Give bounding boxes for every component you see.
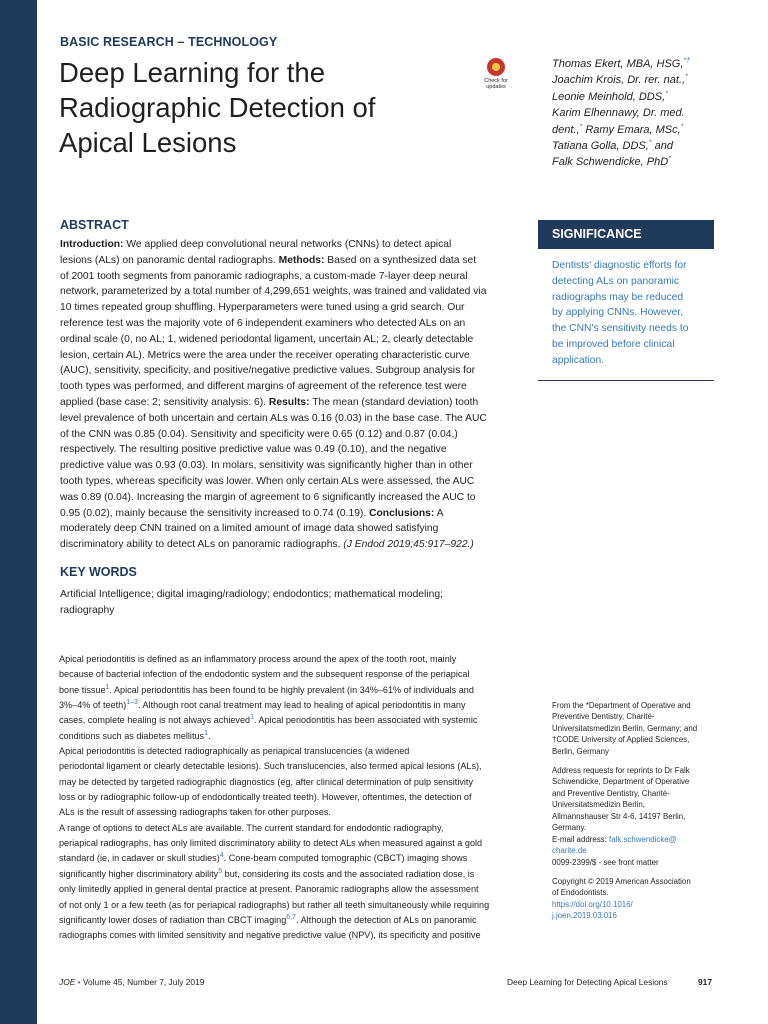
significance-line: detecting ALs on panoramic [552, 275, 680, 287]
journal-abbrev: JOE [59, 977, 76, 987]
badge-caption: Check for updates [484, 78, 508, 90]
page-number: 917 [698, 977, 712, 987]
affiliation-line: †CODE University of Applied Sciences, [552, 735, 690, 745]
crossmark-icon [487, 58, 505, 76]
body-line: A range of options to detect ALs are available. The current standard for endodontic radiography, [59, 822, 444, 833]
title-line: Radiographic Detection of [59, 92, 376, 123]
significance-line: Dentists' diagnostic efforts for [552, 260, 687, 271]
address-line: Schwendicke, Department of Operative [552, 777, 690, 787]
abstract-line: moderately deep CNN trained on a limited amount of image data showed satisfying [60, 523, 439, 535]
significance-line: application. [552, 354, 605, 366]
author-line: Joachim Krois, Dr. rer. nat.,* [552, 73, 688, 87]
abstract-line: (AUC), sensitivity, specificity, and positive/negative predictive values. Subgroup analysis for [60, 365, 476, 377]
author-line: Thomas Ekert, MBA, HSG,*† [552, 57, 691, 70]
body-line: standard (ie, in cadaver or skull studies)$^4$. Cone-beam computed tomographic (CBCT) imaging shows [59, 852, 468, 864]
significance-rule [538, 380, 714, 381]
significance-header-box [538, 220, 714, 249]
abstract-line: was 0.89 (0.04). Increasing the margin of agreement to 6 significantly increased the AUC to [60, 491, 476, 503]
affiliation-line: Universitatsmedizin Berlin, Germany; and [552, 723, 698, 733]
body-line: significantly higher discriminatory ability$^5$ but, considering its costs and the associated radiation dose, is [59, 867, 475, 879]
address-line: Germany. [552, 823, 587, 833]
reprint-address [552, 765, 722, 833]
author-line: Falk Schwendicke, PhD* [552, 155, 671, 169]
body-line: Apical periodontitis is defined as an inflammatory process around the apex of the tooth root, mainly [59, 654, 457, 664]
author-line: Tatiana Golla, DDS,* and [552, 139, 673, 153]
body-line: cases, complete healing is not always achieved$^1$. Apical periodontitis has been associated with systemic [59, 714, 478, 726]
abstract-line: Introduction: We applied deep convolutional neural networks (CNNs) to detect apical [60, 239, 452, 250]
footer-running-title: Deep Learning for Detecting Apical Lesions [507, 977, 668, 987]
author-line: Leonie Meinhold, DDS,* [552, 90, 668, 103]
abstract-line: reference test was the majority vote of 6 independent examiners who detected ALs on an [60, 317, 466, 329]
email-link-cont[interactable]: charite.de [552, 846, 587, 856]
abstract-line: lesions (ALs) on panoramic dental radiographs. Methods: Based on a synthesized data set [60, 254, 477, 266]
email-label: E-mail address: [552, 835, 610, 844]
abstract-line: 10 times repeated group shuffling. Hyperparameters were tuned using a grid search. Our [60, 302, 465, 314]
body-line: loss or by radiographic follow-up of endodontically treated teeth). However, oftentimes, the detection of [59, 792, 472, 803]
title-line: Apical Lesions [59, 127, 237, 158]
abstract-line: discriminatory ability to detect ALs on panoramic radiographs. (J Endod 2019;45:917–922.) [60, 539, 474, 551]
body-line: 3%–4% of teeth)$^{1-3}$. Although root canal treatment may lead to healing of apical periodontitis in many [59, 699, 466, 711]
email-block [552, 834, 722, 857]
body-text [59, 652, 529, 944]
significance-line: by applying CNNs. However, [552, 307, 684, 319]
affiliation-line: Berlin, Germany [552, 746, 610, 756]
article-title [59, 55, 459, 160]
abstract-line: of the CNN was 0.85 (0.04). Sensitivity and specificity were 0.65 (0.12) and 0.87 (0.04,) [60, 428, 458, 440]
body-line: periapical radiographs, has only limited discriminatory ability to detect ALs when measured against a gold [59, 838, 483, 849]
body-line: of not only 1 or a few teeth (as for periapical radiographs) but rather all teeth simultaneously while requiring [59, 899, 490, 910]
address-line: Allmannshauser Str 4-6, 14197 Berlin, [552, 811, 686, 821]
body-line: ALs is the result of assessing radiographs taken for other purposes. [59, 807, 331, 818]
body-line: bone tissue$^1$. Apical periodontitis has been found to be highly prevalent (in 34%–61% of individuals and [59, 683, 474, 695]
keywords-text [60, 587, 520, 619]
significance-line: radiographs may be reduced [552, 291, 684, 303]
title-line: Deep Learning for the [59, 57, 326, 88]
body-line: periodontal ligament or clearly detectable lesions). Such translucencies, also termed apical lesions (ALs), [59, 761, 482, 772]
significance-text [552, 258, 717, 369]
keywords-line: radiography [60, 604, 115, 616]
abstract-line: predictive value was 0.93 (0.03). In molars, sensitivity was significantly higher than in other [60, 460, 473, 472]
footer-journal-info [59, 977, 204, 987]
body-line: because of bacterial infection of the endodontic system and the subsequent response of the periapical [59, 669, 470, 680]
affiliation-note [552, 700, 722, 757]
body-line: Apical periodontitis is detected radiographically as periapical translucencies (a widened [59, 746, 410, 757]
significance-heading: SIGNIFICANCE [552, 227, 642, 241]
significance-line: the CNN's sensitivity needs to [552, 323, 689, 335]
body-line: radiographs comes with limited sensitivity and negative predictive value (NPV), its specificity and positive [59, 930, 481, 941]
abstract-line: of 2001 tooth segments from panoramic radiographs, a custom-made 7-layer deep neural [60, 270, 468, 282]
body-line: may be detected by targeted radiographic diagnostics (eg, after clinical determination of pulp sensitivity [59, 776, 473, 787]
affiliation-line: From the *Department of Operative and [552, 701, 691, 710]
abstract-line: ordinal scale (0, no AL; 1, widened periodontal ligament, uncertain AL; 2, clearly detectable [60, 333, 474, 345]
keywords-line: Artificial Intelligence; digital imaging/radiology; endodontics; mathematical modeling; [60, 589, 443, 600]
abstract-line: respectively. The resulting positive predictive value was 0.49 (0.10), and the negative [60, 444, 447, 456]
abstract-line: 0.95 (0.02), mainly because the sensitivity increased to 0.74 (0.19). Conclusions: A [60, 507, 444, 519]
keywords-heading: KEY WORDS [60, 565, 137, 579]
doi-link[interactable]: https://doi.org/10.1016/ j.joen.2019.03.016 [552, 900, 633, 921]
address-line: Universitatsmedizin Berlin, [552, 800, 645, 810]
journal-spine-bar [0, 0, 37, 1024]
significance-line: be improved before clinical [552, 338, 675, 350]
abstract-line: network, parameterized by a total number of 4,299,651 weights, was trained and validated via [60, 286, 487, 298]
abstract-line: applied (base case: 2; sensitivity analysis: 6). Results: The mean (standard deviation) tooth [60, 396, 479, 408]
body-line: only limitedly applied in general dental practice at present. Panoramic radiographs allow the assessment [59, 884, 479, 895]
author-list [552, 56, 737, 171]
author-line: Karim Elhennawy, Dr. med. [552, 107, 685, 120]
abstract-text [60, 237, 520, 553]
abstract-line: level prevalence of both uncertain and certain ALs was 0.16 (0.03) in the base case. The AUC [60, 412, 487, 424]
section-label: BASIC RESEARCH – TECHNOLOGY [60, 35, 278, 49]
address-line: and Preventive Dentistry, Charité- [552, 788, 670, 798]
footer-bullet: • [77, 977, 81, 987]
author-line: dent.,* Ramy Emara, MSc,* [552, 122, 684, 136]
issn-note: 0099-2399/$ - see front matter [552, 858, 659, 867]
issue-info: Volume 45, Number 7, July 2019 [82, 977, 205, 987]
abstract-heading: ABSTRACT [60, 218, 129, 232]
abstract-line: tooth types was performed, and different margins of agreement of the reference test were [60, 381, 467, 393]
address-line: Address requests for reprints to Dr Falk [552, 766, 690, 775]
abstract-line: lesion, certain AL). Metrics were the area under the receiver operating characteristic curve [60, 349, 470, 361]
body-line: significantly lower doses of radiation than CBCT imaging$^{6,7}$. Although the detection of ALs on panoramic [59, 913, 477, 925]
abstract-line: tooth types, whereas specificity was lower. When only certain ALs were assessed, the AUC [60, 475, 475, 487]
body-line: conditions such as diabetes mellitus$^1$. [59, 729, 211, 741]
email-link[interactable]: falk.schwendicke@ [609, 835, 677, 844]
copyright-note: Copyright © 2019 American Association of Endodontists. [552, 877, 691, 898]
check-for-updates-badge[interactable] [478, 58, 514, 98]
affiliation-line: Preventive Dentistry, Charité- [552, 712, 655, 722]
